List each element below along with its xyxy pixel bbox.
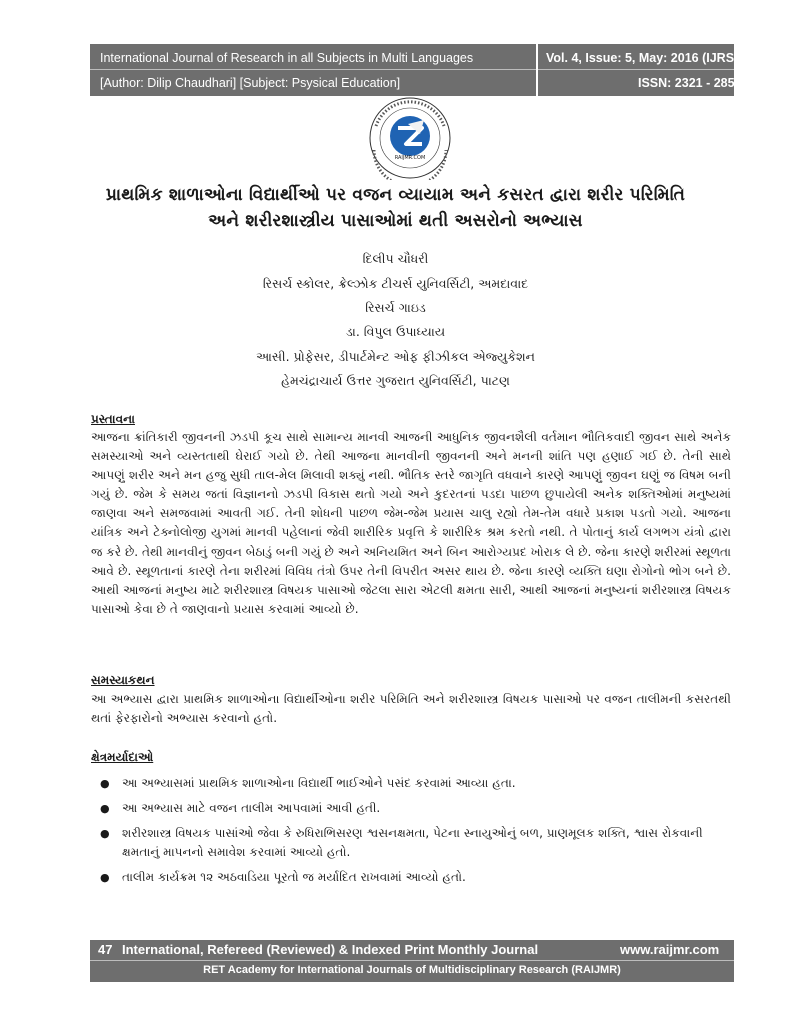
volume-info: Vol. 4, Issue: 5, May: 2016 (IJRSML) — [546, 51, 757, 65]
list-item: ● આ અભ્યાસ માટે વજન તાલીમ આપવામાં આવી હતી. — [100, 799, 732, 818]
scope-heading: ક્ષેત્રમર્યાદાઓ — [91, 750, 154, 764]
paper-title-line-2: અને શરીરશાસ્ત્રીય પાસાઓમાં થતી અસરોનો અભ્યાસ — [208, 211, 583, 231]
journal-name: International Journal of Research in all Subjects in Multi Languages — [100, 51, 474, 65]
paper-title-line-1: પ્રાથમિક શાળાઓના વિદ્યાર્થીઓ પર વજન વ્યાયામ અને કસરત દ્વારા શરીર પરિમિતિ — [105, 185, 686, 205]
list-item: ● શરીરશાસ્ત્ર વિષયક પાસાંઓ જેવા કે રુધિરાભિસરણ શ્વસનક્ષમતા, પેટના સ્નાયુઓનું બળ, પ્રાણમૂલક શક્તિ, શ્વાસ રોકવાની ક્ષમતાનું માપનનો સમાવેશ કરવામાં આવ્યો હતો. — [100, 824, 732, 862]
problem-paragraph: આ અભ્યાસ દ્વારા પ્રાથમિક શાળાઓના વિદ્યાર્થીઓના શરીર પરિમિતિ અને શરીરશાસ્ત્ર વિષયક પાસાઓ પર વજન તાલીમની કસરતથી થતાં ફેરફારોનો અભ્યાસ કરવાનો હતો. — [91, 692, 731, 726]
journal-logo-icon — [350, 96, 470, 180]
author-subject: [Author: Dilip Chaudhari] [Subject: Psysical Education] — [100, 76, 401, 90]
footer-url[interactable]: www.raijmr.com — [620, 942, 720, 957]
author-name: દિલીપ ચૌધરી — [362, 251, 429, 266]
guide-affiliation: હેમચંદ્રાચાર્ય ઉત્તર ગુજરાત યુનિવર્સિટી, પાટણ — [281, 373, 510, 388]
issn: ISSN: 2321 - 2853 — [638, 76, 742, 90]
footer-rule — [90, 960, 734, 961]
logo-text: RAIJMR.COM — [394, 155, 426, 161]
list-item: ● તાલીમ કાર્યક્રમ ૧૨ અઠવાડિયા પૂરતો જ મર્યાદિત રાખવામાં આવ્યો હતો. — [100, 868, 732, 887]
page-number: 47 — [98, 942, 113, 957]
header-rule — [90, 69, 734, 70]
author-affiliation: રિસર્ચ સ્કોલર, ક્રેલ્ઝોક ટીચર્સ યુનિવર્સિટી, અમદાવાદ — [262, 276, 529, 291]
problem-heading: સમસ્યાકથન — [91, 673, 155, 687]
footer-publisher: RET Academy for International Journals of Multidisciplinary Research (RAIJMR) — [203, 964, 621, 976]
guide-designation: આસી. પ્રોફેસર, ડીપાર્ટમેન્ટ ઓફ ફીઝીકલ એજ્યુકેશન — [255, 349, 535, 364]
scope-list — [100, 774, 732, 893]
guide-label: રિસર્ચ ગાઇડ — [365, 300, 426, 315]
list-item: ● આ અભ્યાસમાં પ્રાથમિક શાળાઓના વિદ્યાર્થી ભાઈઓને પસંદ કરવામાં આવ્યા હતા. — [100, 774, 732, 793]
guide-name: ડા. વિપુલ ઉપાધ્યાય — [345, 324, 446, 339]
header-divider — [536, 44, 538, 96]
intro-paragraph: આજના ક્રાંતિકારી જીવનની ઝડપી કૂચ સાથે સામાન્ય માનવી આજની આધુનિક જીવનશૈલી વર્તમાન ભૌતિકવાદી જીવન સાથે અનેક સમસ્યાઓ અને વ્યસ્તતાથી ઘેરાઈ ગયો છે. તેથી આજના માનવીની જીવનની અને મનની શાંતિ પણ હણાઈ ગઈ છે. તેની સાથે આપણું શરીર અને મન હજુ સુધી તાલ-મેલ મિલાવી શક્યું નથી. ભૌતિક સ્તરે જાગૃતિ વધવાને કારણે આપણું જીવન ઘણું જ વિષમ બની ગયું છે. જેમ કે સમય જતાં વિજ્ઞાનનો ઝડપી વિકાસ થતો ગયો અને કુદરતનાં પડદા પાછળ છુપાયેલી અનેક શક્તિઓમાં મનુષ્યમાં જાણવા અને સમજવામાં આવતી ગઈ. તેની શોધની પાછળ જેમ-જેમ પ્રયાસ ચાલુ રહ્યો તેમ-તેમ વધારે પ્રકાશ પડતો ગયો. આજના યાંત્રિક અને ટેક્નોલોજી યુગમાં માનવી પહેલાનાં જેવી શારીરિક પ્રવૃત્તિ કે શારીરિક શ્રમ કરતો નથી. તે પોતાનું કાર્ય લગભગ યંત્રો દ્વારા જ કરે છે. તેથી માનવીનું જીવન બેઠાડું બની ગયું છે અને અનિયમિત અને બિન આરોગ્યપ્રદ ખોરાક લે છે. જેના કારણે શરીરમાં સ્થૂળતા આવે છે. સ્થૂળતાનાં કારણે તેના શરીરમાં વિવિધ તંત્રો ઉપર તેની વિપરીત અસર થાય છે. જેના કારણે વ્યક્તિ ઘણા રોગોનો ભોગ બને છે. આથી આજનાં મનુષ્ય માટે શરીરશાસ્ત્ર વિષયક પાસાઓ જેટલા સારા એટલી ક્ષમતા સારી, આથી આજનાં મનુષ્યનાં શરીરશાસ્ત્ર વિષયક પાસાઓ કેવા છે તે જાણવાનો પ્રયાસ કરવામાં આવ્યો છે. — [91, 430, 731, 616]
intro-heading: પ્રસ્તાવના — [91, 412, 135, 426]
footer-journal-type: International, Refereed (Reviewed) & Indexed Print Monthly Journal — [122, 942, 539, 957]
